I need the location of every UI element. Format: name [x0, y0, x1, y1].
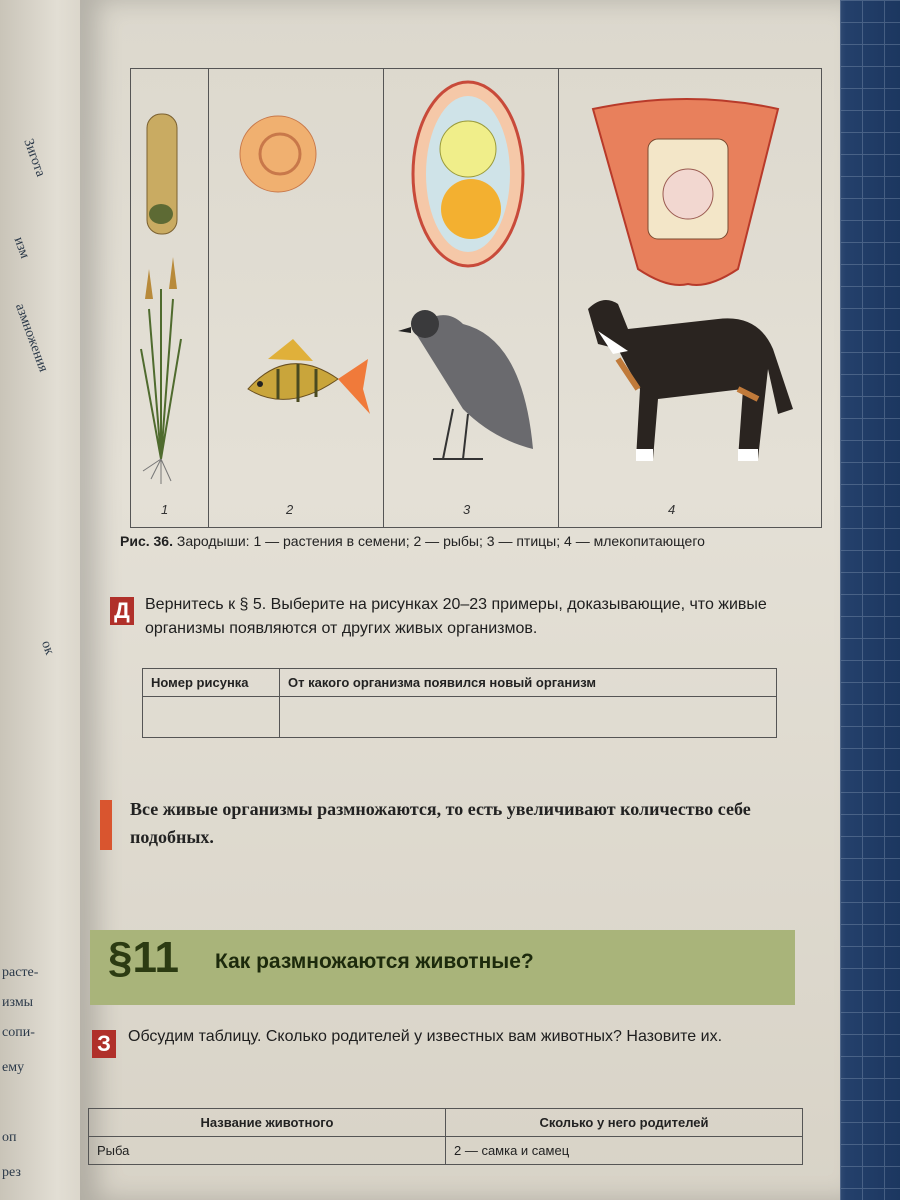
left-fragment: измы	[2, 995, 34, 1010]
table-header: От какого организма появился новый организм	[280, 669, 777, 697]
table-header: Номер рисунка	[143, 669, 280, 697]
table-cell[interactable]	[280, 697, 777, 738]
panel-number: 1	[161, 502, 169, 517]
section-number: §11	[108, 933, 179, 982]
figure-panel-fish	[208, 69, 384, 527]
table-header: Название животного	[89, 1109, 446, 1137]
task-badge-d: Д	[110, 597, 134, 625]
table-cell[interactable]	[143, 697, 280, 738]
left-fragment: ему	[2, 1060, 25, 1075]
task-d-table	[142, 668, 777, 738]
fish-embryo-illustration	[208, 69, 383, 527]
task-z-text: Обсудим таблицу. Сколько родителей у известных вам животных? Назовите их.	[128, 1028, 723, 1045]
section-title: Как размножаются животные?	[215, 950, 534, 973]
table-row	[143, 697, 777, 738]
left-fragment: сопи-	[2, 1025, 35, 1040]
task-z-table	[88, 1108, 803, 1165]
grid-paper	[840, 0, 900, 1200]
plant-seed-illustration	[131, 69, 208, 527]
table-row	[89, 1137, 803, 1165]
left-fragment: рез	[2, 1165, 21, 1180]
caption-number: Рис. 36.	[120, 533, 173, 549]
panel-number: 4	[668, 502, 676, 517]
left-fragment: изм	[10, 235, 33, 261]
table-cell: 2 — самка и самец	[446, 1137, 803, 1165]
bird-egg-illustration	[383, 69, 558, 527]
figure-caption	[120, 533, 820, 549]
panel-number: 2	[286, 502, 294, 517]
figure-panel-mammal	[558, 69, 821, 527]
left-fragment: оп	[2, 1130, 17, 1145]
rule-text: Все живые организмы размножаются, то есть увеличивают количество себе подобных.	[130, 799, 751, 847]
left-fragment: азмножения	[12, 301, 51, 375]
textbook-page	[80, 0, 840, 1200]
table-cell: Рыба	[89, 1137, 446, 1165]
embryo-figure	[130, 68, 822, 528]
caption-text: Зародыши: 1 — растения в семени; 2 — рыбы; 3 — птицы; 4 — млекопитающего	[176, 533, 705, 549]
rule-marker	[100, 800, 112, 850]
figure-panel-bird	[383, 69, 559, 527]
left-fragment: Зигота	[20, 136, 48, 179]
mammal-embryo-illustration	[558, 69, 821, 527]
panel-number: 3	[463, 502, 471, 517]
left-fragment: ок	[37, 638, 57, 657]
task-badge-z: З	[92, 1030, 116, 1058]
figure-panel-plant	[131, 69, 209, 527]
task-d-text: Вернитесь к § 5. Выберите на рисунках 20–23 примеры, доказывающие, что живые организмы появляются от других живых организмов.	[145, 596, 767, 637]
left-fragment: расте-	[2, 965, 39, 980]
table-header: Сколько у него родителей	[446, 1109, 803, 1137]
